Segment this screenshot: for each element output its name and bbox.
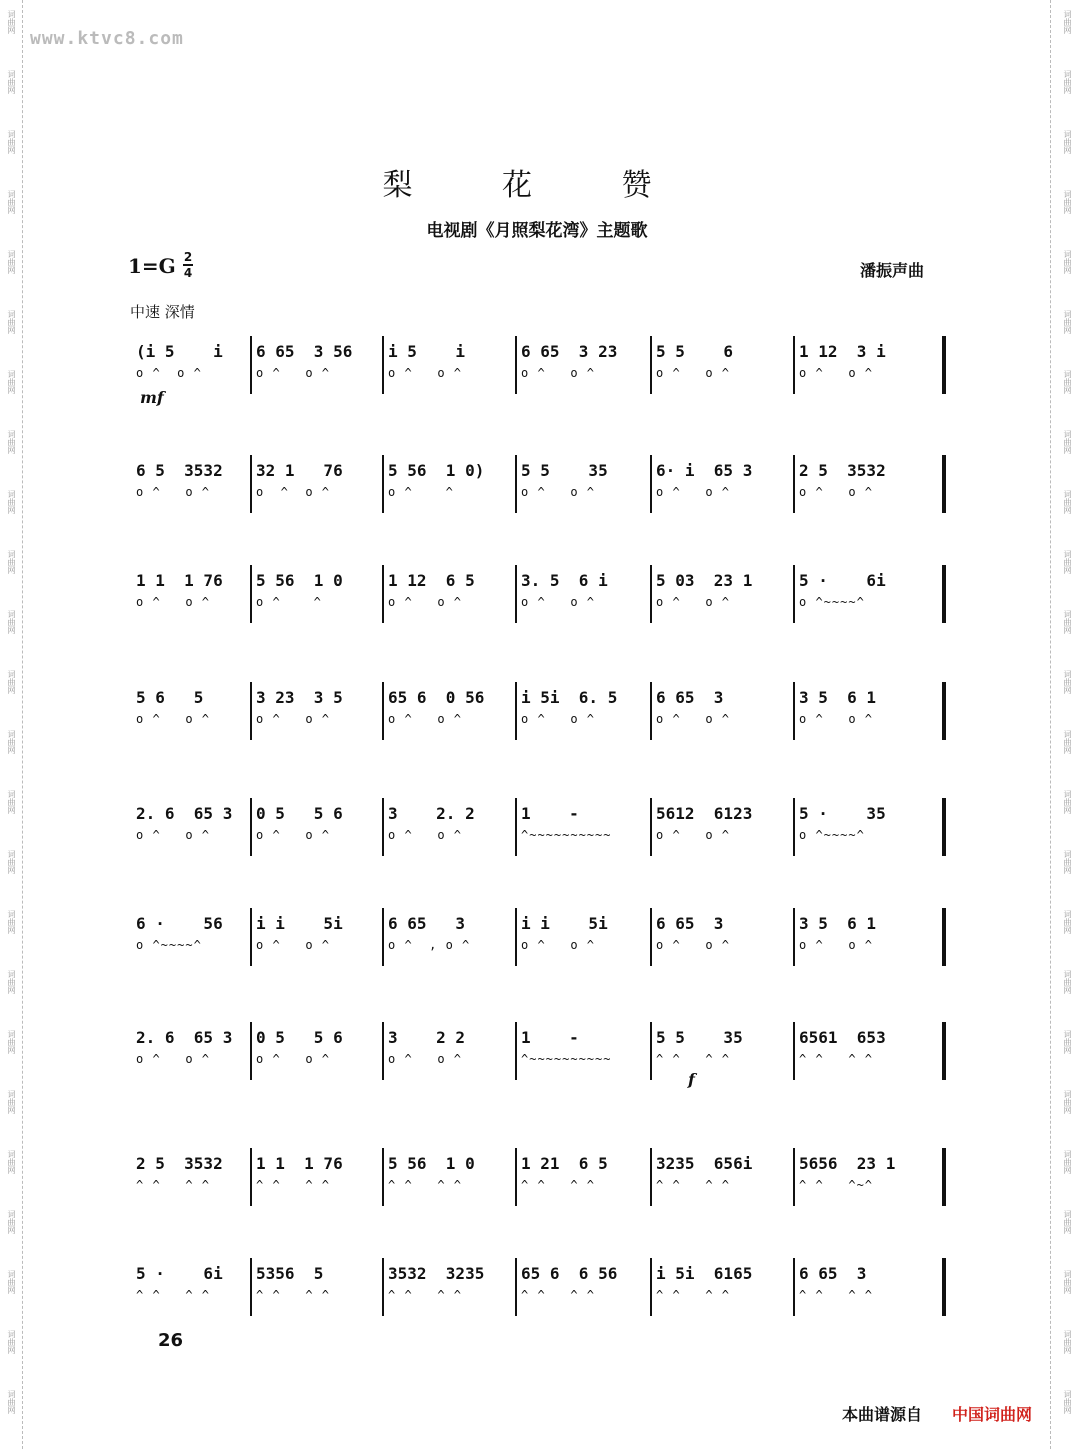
measure-strokes: ^ ^ ^ ^ [388,1288,463,1302]
side-watermark-mark: 词曲网 [1063,1090,1072,1114]
score-system [130,682,945,744]
side-watermark-mark: 词曲网 [1063,550,1072,574]
measure-strokes: o ^ o ^ [521,485,596,499]
side-watermark-mark: 词曲网 [7,310,16,334]
barline [515,908,517,966]
measure-notes: 0 5 5 6 [256,804,343,823]
barline [250,908,252,966]
measure [136,798,246,858]
measure-notes: 6 65 3 23 [521,342,618,361]
side-watermark-mark: 词曲网 [7,1030,16,1054]
measure [656,682,789,742]
measure-notes: 65 6 6 56 [521,1264,618,1283]
barline [515,1258,517,1316]
measure-strokes: ^~~~~~~~~~~ [521,828,612,842]
barline [250,682,252,740]
measure-notes: 1 1 1 76 [136,571,223,590]
measure-strokes: o ^ , o ^ [388,938,471,952]
score-system [130,908,945,970]
measure-strokes: ^ ^ ^ ^ [136,1288,211,1302]
measure-strokes: o ^ o ^ [136,1052,211,1066]
side-watermark-mark: 词曲网 [1063,430,1072,454]
barline [793,798,795,856]
measure-notes: (i 5 i [136,342,223,361]
barline [250,336,252,394]
measure-strokes: ^ ^ ^ ^ [256,1178,331,1192]
measure [136,908,246,968]
measure-notes: i i 5i [521,914,608,933]
measure [799,565,938,625]
measure-notes: 5 56 1 0 [256,571,343,590]
measure-notes: 1 - [521,804,579,823]
measure-strokes: o ^ o ^ [136,712,211,726]
measure-strokes: ^ ^ ^ ^ [136,1178,211,1192]
measure-strokes: o ^ o ^ [136,366,202,380]
measure-notes: 5 5 35 [521,461,608,480]
measure [388,1148,511,1208]
measure [656,565,789,625]
side-watermark-mark: 词曲网 [7,1150,16,1174]
measure-strokes: o ^ o ^ [656,828,731,842]
measure-strokes: ^ ^ ^ ^ [656,1052,731,1066]
system-end-barline [942,1148,946,1206]
barline [250,1022,252,1080]
measure-notes: 2. 6 65 3 [136,804,233,823]
measure-strokes: o ^ o ^ [799,485,874,499]
measure-notes: i 5i 6. 5 [521,688,618,707]
footer-source-label: 本曲谱源自 [842,1405,923,1424]
score-system [130,1022,945,1084]
measure [799,455,938,515]
side-watermark-mark: 词曲网 [7,790,16,814]
measure [388,798,511,858]
side-watermark-mark: 词曲网 [7,910,16,934]
measure [521,455,646,515]
barline [650,455,652,513]
measure [656,1022,789,1082]
measure [256,1148,378,1208]
side-watermark-mark: 词曲网 [7,850,16,874]
measure-strokes: o ^ o ^ [256,1052,331,1066]
measure [799,1022,938,1082]
measure-strokes: o ^ ^ [256,595,322,609]
measure-notes: i i 5i [256,914,343,933]
side-watermark-mark: 词曲网 [1063,910,1072,934]
barline [250,798,252,856]
side-watermark-mark: 词曲网 [1063,850,1072,874]
time-signature-numerator: 2 [183,250,193,264]
barline [382,1022,384,1080]
side-watermark-mark: 词曲网 [1063,970,1072,994]
score-system [130,798,945,860]
time-signature-denominator: 4 [183,266,193,280]
side-watermark-mark: 词曲网 [7,1390,16,1414]
side-watermark-mark: 词曲网 [1063,190,1072,214]
measure-notes: 6 65 3 [656,914,724,933]
measure-strokes: o ^ o ^ [136,595,211,609]
measure [388,336,511,396]
side-watermark-mark: 词曲网 [7,550,16,574]
side-watermark-mark: 词曲网 [1063,130,1072,154]
side-watermark-mark: 词曲网 [7,250,16,274]
side-watermark-mark: 词曲网 [1063,1330,1072,1354]
side-watermark-mark: 词曲网 [7,10,16,34]
measure-strokes: o ^ o ^ [521,366,596,380]
measure-strokes: ^ ^ ^ ^ [799,1052,874,1066]
measure-notes: 3 5 6 1 [799,688,877,707]
measure-strokes: o ^ o ^ [256,366,331,380]
measure-strokes: ^ ^ ^ ^ [656,1178,731,1192]
measure-notes: 5 5 6 [656,342,734,361]
measure-notes: 5 56 1 0 [388,1154,475,1173]
measure-notes: 5356 5 [256,1264,324,1283]
barline [515,798,517,856]
measure-notes: 2. 6 65 3 [136,1028,233,1047]
measure-strokes: ^ ^ ^ ^ [521,1178,596,1192]
measure-notes: 2 5 3532 [799,461,886,480]
side-watermark-mark: 词曲网 [7,1330,16,1354]
measure-notes: 1 12 3 i [799,342,886,361]
measure [388,908,511,968]
measure-strokes: o ^ o ^ [388,712,463,726]
score-system [130,1148,945,1210]
measure-notes: 1 - [521,1028,579,1047]
side-watermark-mark: 词曲网 [1063,370,1072,394]
side-watermark-mark: 词曲网 [7,70,16,94]
measure-strokes: ^ ^ ^ ^ [656,1288,731,1302]
barline [650,1022,652,1080]
barline [515,682,517,740]
measure-notes: 0 5 5 6 [256,1028,343,1047]
score-system [130,565,945,627]
measure-notes: 6 65 3 [388,914,466,933]
measure-notes: 1 1 1 76 [256,1154,343,1173]
system-end-barline [942,682,946,740]
barline [650,682,652,740]
barline [382,682,384,740]
side-watermark-mark: 词曲网 [1063,10,1072,34]
system-end-barline [942,336,946,394]
measure-notes: 3. 5 6 i [521,571,608,590]
measure-notes: 6 65 3 [799,1264,867,1283]
measure-strokes: o ^~~~~^ [136,938,202,952]
measure [521,908,646,968]
measure-notes: 3 2. 2 [388,804,475,823]
side-watermark-mark: 词曲网 [7,670,16,694]
measure-strokes: o ^ o ^ [799,712,874,726]
measure-notes: 6 65 3 56 [256,342,353,361]
system-end-barline [942,798,946,856]
side-watermark-mark: 词曲网 [7,730,16,754]
footer-site-name: 中国词曲网 [952,1405,1033,1424]
measure [136,682,246,742]
key-signature: 1=G [128,254,176,278]
side-watermark-mark: 词曲网 [7,610,16,634]
measure [656,908,789,968]
measure [136,1258,246,1318]
side-watermark-mark: 词曲网 [1063,1270,1072,1294]
barline [250,1258,252,1316]
measure [136,455,246,515]
barline [382,1258,384,1316]
measure-notes: 5 · 6i [799,571,886,590]
measure-notes: 5 03 23 1 [656,571,753,590]
measure-strokes: ^ ^ ^ ^ [521,1288,596,1302]
side-watermark-mark: 词曲网 [7,1210,16,1234]
measure-strokes: ^~~~~~~~~~~ [521,1052,612,1066]
measure [656,1258,789,1318]
measure-notes: 3 2 2 [388,1028,466,1047]
measure-strokes: o ^ o ^ [521,938,596,952]
barline [382,455,384,513]
barline [250,1148,252,1206]
side-watermark-mark: 词曲网 [7,1270,16,1294]
site-watermark: www.ktvc8.com [30,28,184,49]
measure-notes: 5 6 5 [136,688,204,707]
measure [256,455,378,515]
side-watermark-mark: 词曲网 [1063,1150,1072,1174]
measure [656,455,789,515]
measure-notes: i 5 i [388,342,466,361]
system-end-barline [942,1258,946,1316]
measure [388,455,511,515]
barline [793,1022,795,1080]
measure-notes: 6 · 56 [136,914,223,933]
side-watermark-mark: 词曲网 [1063,1030,1072,1054]
measure-notes: 65 6 0 56 [388,688,485,707]
measure-notes: 6561 653 [799,1028,886,1047]
barline [515,455,517,513]
side-watermark-mark: 词曲网 [1063,310,1072,334]
measure-strokes: o ^ o ^ [656,366,731,380]
side-watermark-mark: 词曲网 [7,190,16,214]
barline [382,798,384,856]
barline [793,565,795,623]
side-watermark-mark: 词曲网 [1063,1210,1072,1234]
barline [793,1258,795,1316]
measure [521,565,646,625]
measure-notes: 1 21 6 5 [521,1154,608,1173]
side-watermark-mark: 词曲网 [7,430,16,454]
system-end-barline [942,455,946,513]
measure [799,682,938,742]
measure [256,798,378,858]
measure-strokes: o ^ o ^ [521,595,596,609]
measure [799,1258,938,1318]
composer-credit: 潘振声曲 [860,261,925,280]
measure-notes: 5656 23 1 [799,1154,896,1173]
barline [515,565,517,623]
measure [388,682,511,742]
system-end-barline [942,1022,946,1080]
measure [521,336,646,396]
system-end-barline [942,908,946,966]
score-system [130,1258,945,1320]
measure-notes: 6· i 65 3 [656,461,753,480]
measure [521,1148,646,1208]
measure [256,908,378,968]
tempo-marking: 中速 深情 [130,303,195,321]
measure-strokes: o ^ o ^ [256,712,331,726]
measure-notes: 3532 3235 [388,1264,485,1283]
measure [521,1258,646,1318]
barline [650,1258,652,1316]
barline [382,1148,384,1206]
measure [256,565,378,625]
measure-strokes: o ^ o ^ [656,485,731,499]
measure-notes: 5612 6123 [656,804,753,823]
measure-notes: 3 23 3 5 [256,688,343,707]
measure-notes: 5 · 35 [799,804,886,823]
measure-strokes: o ^ o ^ [256,938,331,952]
barline [382,908,384,966]
measure [799,908,938,968]
song-title: 梨 花 赞 [382,168,692,203]
measure [388,1258,511,1318]
measure [521,682,646,742]
measure-notes: i 5i 6165 [656,1264,753,1283]
side-watermark-mark: 词曲网 [7,130,16,154]
measure [656,798,789,858]
barline [650,798,652,856]
measure [656,336,789,396]
dynamic-mf: mf [140,388,164,407]
measure [136,336,246,396]
measure-notes: 6 65 3 [656,688,724,707]
barline [650,565,652,623]
side-watermark-mark: 词曲网 [1063,670,1072,694]
measure-strokes: o ^ o ^ [388,595,463,609]
side-watermark-mark: 词曲网 [7,490,16,514]
measure [388,1022,511,1082]
measure-notes: 1 12 6 5 [388,571,475,590]
score-system [130,336,945,398]
side-watermark-mark: 词曲网 [1063,490,1072,514]
barline [382,336,384,394]
measure-strokes: ^ ^ ^ ^ [799,1288,874,1302]
measure-strokes: o ^ o ^ [656,595,731,609]
barline [250,565,252,623]
side-watermark-mark: 词曲网 [1063,70,1072,94]
measure-strokes: o ^ o ^ [388,828,463,842]
barline [250,455,252,513]
measure [256,1258,378,1318]
barline [793,455,795,513]
barline [650,336,652,394]
system-end-barline [942,565,946,623]
measure [656,1148,789,1208]
barline [382,565,384,623]
measure [521,798,646,858]
song-subtitle: 电视剧《月照梨花湾》主题歌 [426,221,648,241]
measure-strokes: o ^ o ^ [656,938,731,952]
measure [799,798,938,858]
measure [136,1022,246,1082]
measure-strokes: o ^ o ^ [136,485,211,499]
measure-notes: 5 · 6i [136,1264,223,1283]
barline [650,1148,652,1206]
measure-strokes: o ^~~~~^ [799,595,865,609]
measure-strokes: o ^ ^ [388,485,454,499]
measure-notes: 3 5 6 1 [799,914,877,933]
measure [799,1148,938,1208]
measure-strokes: o ^ o ^ [256,485,331,499]
measure-notes: 32 1 76 [256,461,343,480]
measure-notes: 6 5 3532 [136,461,223,480]
measure [256,336,378,396]
measure [521,1022,646,1082]
barline [793,1148,795,1206]
measure-strokes: o ^ o ^ [136,828,211,842]
time-signature [183,250,193,280]
measure-strokes: o ^ o ^ [388,366,463,380]
measure-strokes: o ^ o ^ [799,366,874,380]
measure-strokes: o ^ o ^ [256,828,331,842]
side-watermark-mark: 词曲网 [7,370,16,394]
score-system [130,455,945,517]
barline [793,682,795,740]
side-watermark-mark: 词曲网 [1063,250,1072,274]
side-watermark-mark: 词曲网 [1063,730,1072,754]
page-number: 26 [158,1330,184,1351]
measure [136,565,246,625]
measure-notes: 3235 656i [656,1154,753,1173]
side-watermark-mark: 词曲网 [1063,1390,1072,1414]
barline [793,908,795,966]
measure-strokes: o ^ o ^ [656,712,731,726]
measure [388,565,511,625]
measure-notes: 2 5 3532 [136,1154,223,1173]
measure-strokes: ^ ^ ^ ^ [388,1178,463,1192]
measure [256,1022,378,1082]
side-watermark-mark: 词曲网 [1063,610,1072,634]
measure [256,682,378,742]
measure-notes: 5 56 1 0) [388,461,485,480]
side-watermark-mark: 词曲网 [1063,790,1072,814]
measure-strokes: o ^ o ^ [388,1052,463,1066]
measure-strokes: o ^~~~~^ [799,828,865,842]
measure-strokes: ^ ^ ^~^ [799,1178,874,1192]
measure-strokes: ^ ^ ^ ^ [256,1288,331,1302]
measure-strokes: o ^ o ^ [521,712,596,726]
barline [650,908,652,966]
measure [136,1148,246,1208]
measure-strokes: o ^ o ^ [799,938,874,952]
barline [515,336,517,394]
side-watermark-mark: 词曲网 [7,970,16,994]
barline [793,336,795,394]
measure-notes: 5 5 35 [656,1028,743,1047]
measure [799,336,938,396]
dynamic-f: f [688,1070,695,1089]
barline [515,1148,517,1206]
side-watermark-mark: 词曲网 [7,1090,16,1114]
barline [515,1022,517,1080]
